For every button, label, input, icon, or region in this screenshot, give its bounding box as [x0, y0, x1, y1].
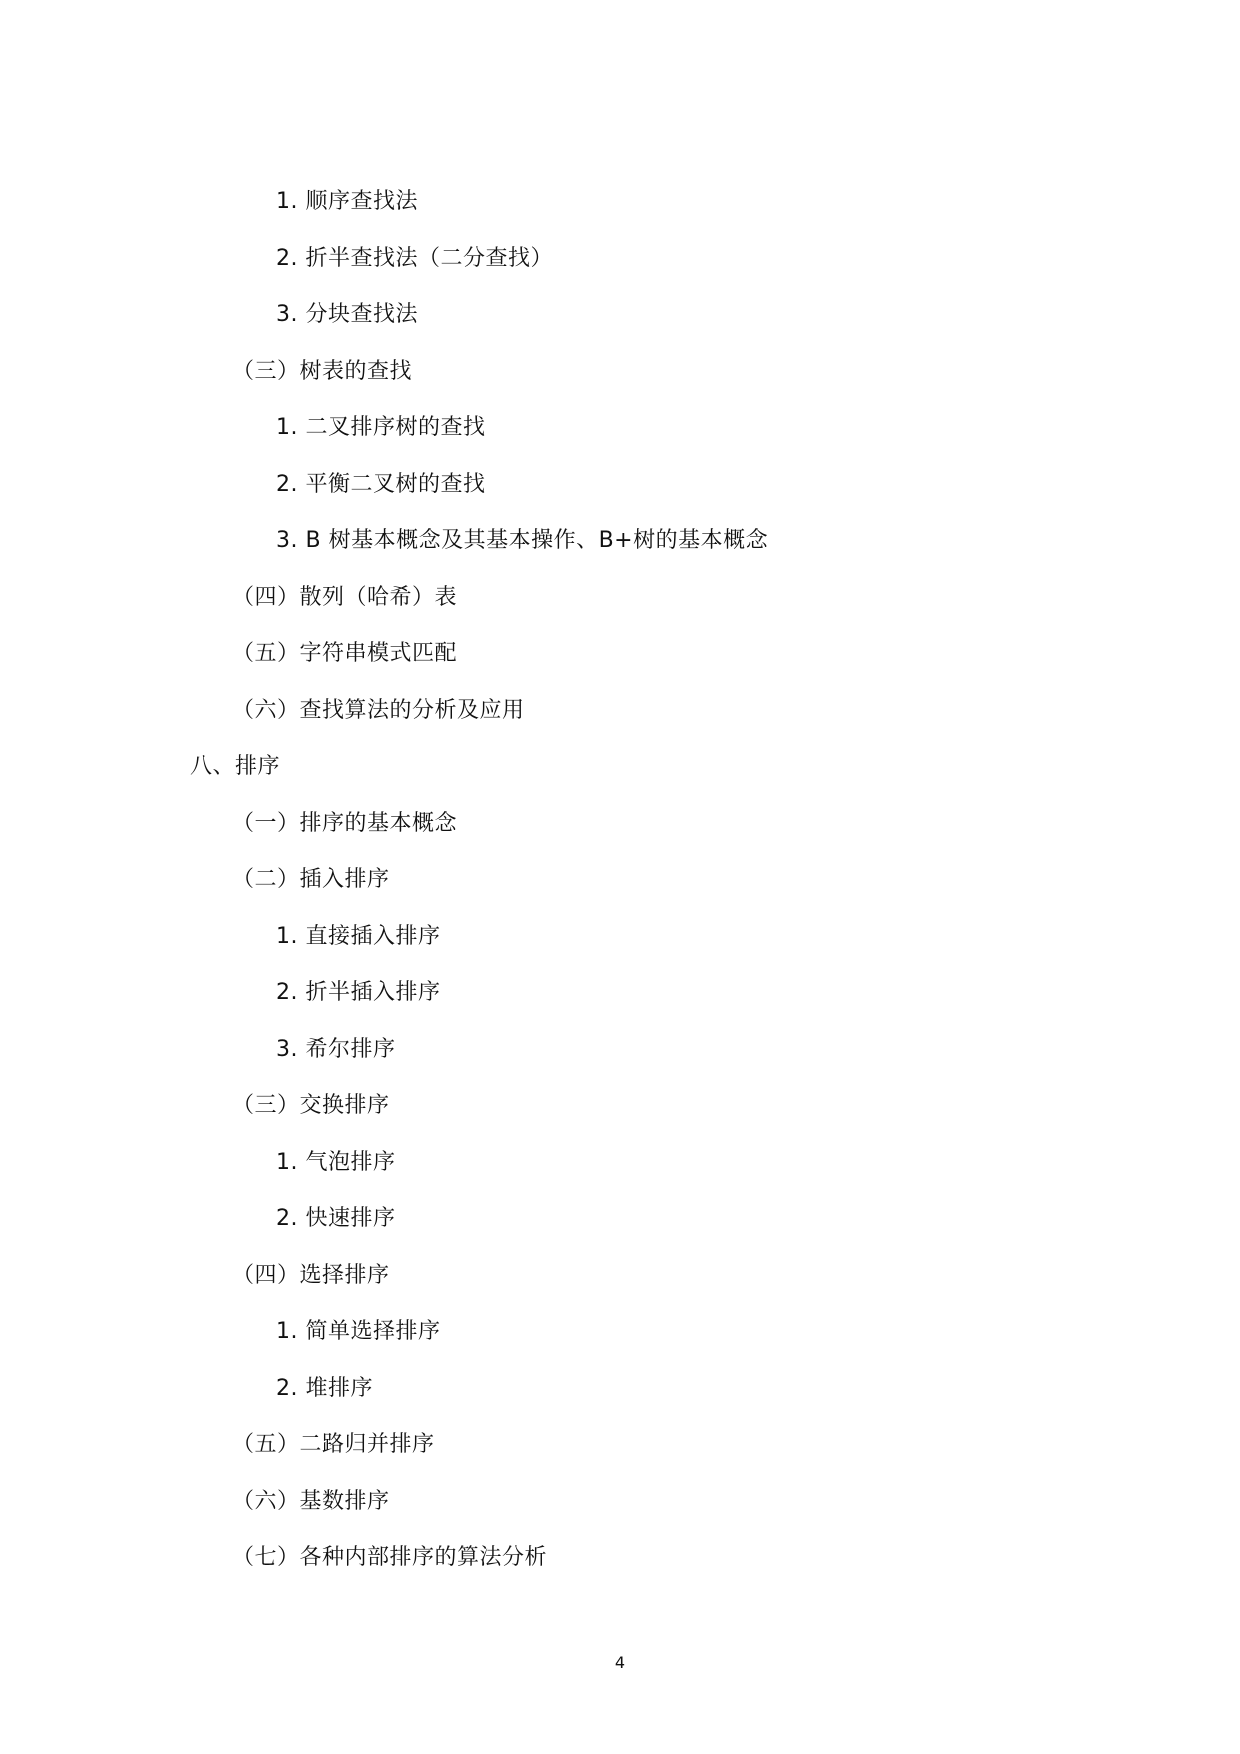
outline-item: 1. 气泡排序 [276, 1149, 396, 1175]
outline-item: 3. 希尔排序 [276, 1036, 396, 1062]
outline-subsection: （三）树表的查找 [232, 358, 413, 384]
outline-subsection: （四）散列（哈希）表 [232, 584, 458, 610]
outline-item: 1. 直接插入排序 [276, 923, 441, 949]
outline-item: 2. 堆排序 [276, 1375, 373, 1401]
page-number: 4 [614, 1653, 626, 1672]
outline-subsection: （四）选择排序 [232, 1262, 390, 1288]
outline-item: 3. B 树基本概念及其基本操作、B+树的基本概念 [276, 528, 769, 554]
outline-list [0, 174, 1240, 1587]
outline-subsection: （一）排序的基本概念 [232, 810, 458, 836]
outline-subsection: （二）插入排序 [232, 867, 390, 893]
outline-item: 2. 折半查找法（二分查找） [276, 245, 553, 271]
outline-item: 2. 折半插入排序 [276, 980, 441, 1006]
outline-item: 2. 平衡二叉树的查找 [276, 471, 486, 497]
outline-subsection: （五）字符串模式匹配 [232, 641, 458, 667]
outline-subsection: （七）各种内部排序的算法分析 [232, 1545, 548, 1571]
outline-section-heading: 八、排序 [190, 754, 281, 780]
outline-item: 1. 简单选择排序 [276, 1319, 441, 1345]
outline-item: 3. 分块查找法 [276, 302, 418, 328]
outline-subsection: （三）交换排序 [232, 1093, 390, 1119]
outline-subsection: （六）查找算法的分析及应用 [232, 697, 525, 723]
outline-item: 2. 快速排序 [276, 1206, 396, 1232]
outline-subsection: （五）二路归并排序 [232, 1432, 435, 1458]
outline-item: 1. 顺序查找法 [276, 189, 418, 215]
outline-subsection: （六）基数排序 [232, 1488, 390, 1514]
outline-item: 1. 二叉排序树的查找 [276, 415, 486, 441]
